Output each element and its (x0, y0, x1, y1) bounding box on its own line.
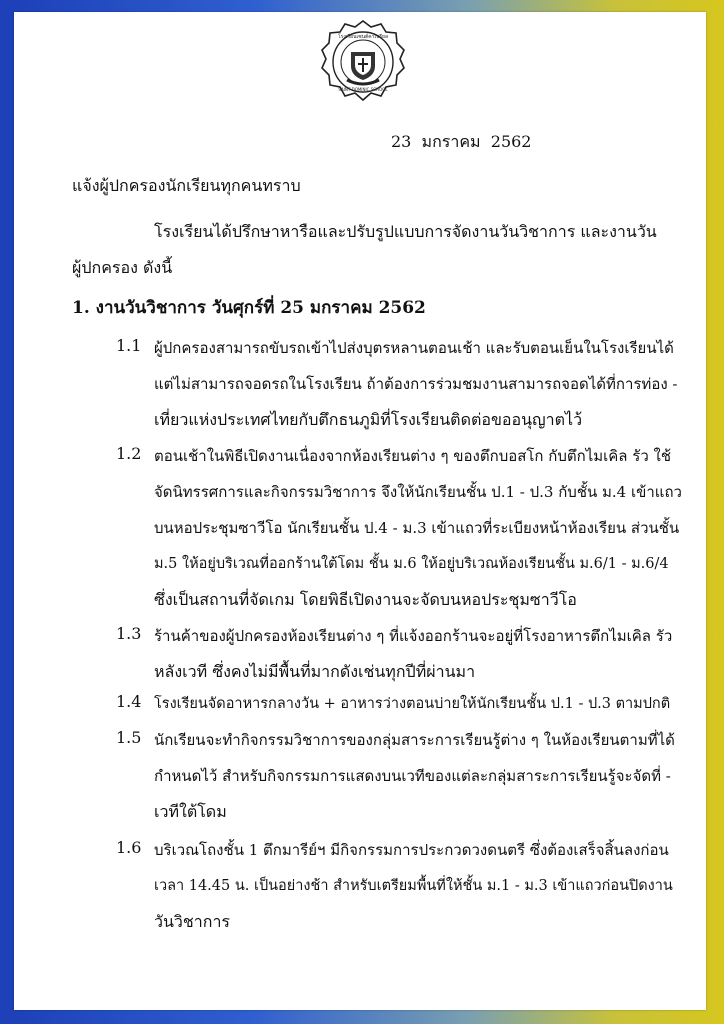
item-line: นักเรียนจะทำกิจกรรมวิชาการของกลุ่มสาระการเรียนรู้ต่าง ๆ ในห้องเรียนตามที่ได้ (154, 731, 675, 749)
intro-line-2: ผู้ปกครอง ดังนี้ (72, 258, 173, 277)
item-line: ม.5 ให้อยู่บริเวณที่ออกร้านใต้โดม ชั้น ม.6 ให้อยู่บริเวณห้องเรียนชั้น ม.6/1 - ม.6/4 (154, 556, 669, 572)
item-line: กำหนดไว้ สำหรับกิจกรรมการแสดงบนเวทีของแต่ละกลุ่มสาระการเรียนรู้จะจัดที่ - (154, 767, 671, 785)
item-line: เวทีใต้โดม (154, 802, 227, 821)
intro-line-1: โรงเรียนได้ปรึกษาหารือและปรับรูปแบบการจัดงานวันวิชาการ และงานวัน (154, 222, 657, 241)
item-line: ผู้ปกครองสามารถขับรถเข้าไปส่งบุตรหลานตอนเช้า และรับตอนเย็นในโรงเรียนได้ (154, 339, 674, 357)
item-number: 1.3 (116, 624, 142, 643)
svg-text:SAINT DOMINIC SCHOOL: SAINT DOMINIC SCHOOL (338, 87, 388, 92)
document-page (14, 12, 706, 1010)
greeting: แจ้งผู้ปกครองนักเรียนทุกคนทราบ (72, 176, 301, 195)
item-line: ตอนเช้าในพิธีเปิดงานเนื่องจากห้องเรียนต่าง ๆ ของตึกบอสโก กับตึกไมเคิล รัว ใช้ (154, 447, 672, 465)
item-line: เที่ยวแห่งประเทศไทยกับตึกธนภูมิที่โรงเรียนติดต่อขออนุญาตไว้ (154, 410, 583, 429)
item-line: วันวิชาการ (154, 912, 231, 931)
item-number: 1.1 (116, 336, 142, 355)
item-number: 1.5 (116, 728, 142, 747)
item-line: เวลา 14.45 น. เป็นอย่างช้า สำหรับเตรียมพื้นที่ให้ชั้น ม.1 - ม.3 เข้าแถวก่อนปิดงาน (154, 878, 673, 894)
item-number: 1.6 (116, 838, 142, 857)
item-line: ร้านค้าของผู้ปกครองห้องเรียนต่าง ๆ ที่แจ้งออกร้านจะอยู่ที่โรงอาหารตึกไมเคิล รัว (154, 627, 673, 645)
item-number: 1.4 (116, 692, 142, 711)
school-seal-icon (320, 20, 406, 106)
item-line: บริเวณโถงชั้น 1 ตึกมารีย์ฯ มีกิจกรรมการประกวดวงดนตรี ซึ่งต้องเสร็จสิ้นลงก่อน (154, 841, 669, 859)
item-line: จัดนิทรรศการและกิจกรรมวิชาการ จึงให้นักเรียนชั้น ป.1 - ป.3 กับชั้น ม.4 เข้าแถว (154, 483, 682, 501)
item-number: 1.2 (116, 444, 142, 463)
item-line: บนหอประชุมซาวีโอ นักเรียนชั้น ป.4 - ม.3 เข้าแถวที่ระเบียงหน้าห้องเรียน ส่วนชั้น (154, 519, 680, 537)
item-line: ซึ่งเป็นสถานที่จัดเกม โดยพิธีเปิดงานจะจัดบนหอประชุมซาวีโอ (154, 590, 577, 609)
svg-text:โรงเรียนเซนต์คาเบรียล: โรงเรียนเซนต์คาเบรียล (337, 34, 389, 40)
section-title: 1. งานวันวิชาการ วันศุกร์ที่ 25 มกราคม 2562 (72, 298, 426, 318)
item-line: แต่ไม่สามารถจอดรถในโรงเรียน ถ้าต้องการร่วมชมงานสามารถจอดได้ที่การท่อง - (154, 375, 678, 393)
item-line: โรงเรียนจัดอาหารกลางวัน + อาหารว่างตอนบ่ายให้นักเรียนชั้น ป.1 - ป.3 ตามปกติ (154, 696, 671, 712)
item-line: หลังเวที ซึ่งคงไม่มีพื้นที่มากดังเช่นทุกปีที่ผ่านมา (154, 662, 476, 681)
letter-date: 23 มกราคม 2562 (391, 132, 532, 151)
